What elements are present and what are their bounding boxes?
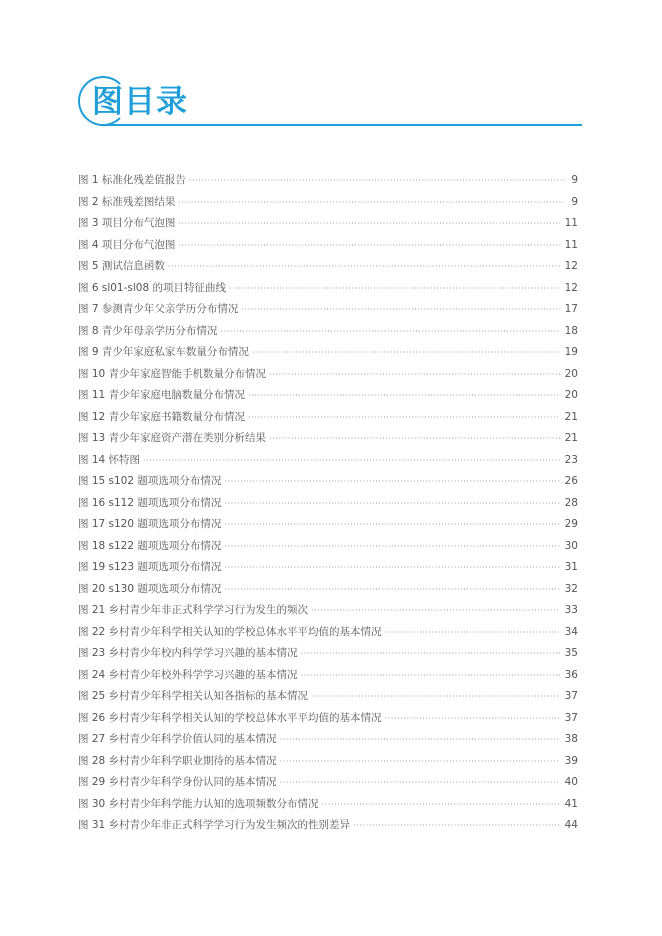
toc-leader-dots xyxy=(269,364,560,386)
toc-entry-page: 34 xyxy=(564,625,578,638)
toc-entry-label: 图 1 标准化残差值报告 xyxy=(78,174,186,186)
toc-entry-page: 21 xyxy=(564,410,578,423)
toc-leader-dots xyxy=(311,686,560,708)
toc-entry[interactable] xyxy=(78,364,578,386)
toc-leader-dots xyxy=(143,450,560,472)
toc-entry[interactable] xyxy=(78,536,578,558)
toc-leader-dots xyxy=(178,235,559,257)
toc-entry-label: 图 16 s112 题项选项分布情况 xyxy=(78,496,222,509)
figure-list xyxy=(78,170,578,837)
toc-entry[interactable] xyxy=(78,192,578,214)
toc-entry[interactable] xyxy=(78,772,578,794)
toc-entry-page: 21 xyxy=(564,432,578,444)
toc-entry[interactable] xyxy=(78,751,578,773)
toc-entry-label: 图 9 青少年家庭私家车数量分布情况 xyxy=(78,346,249,358)
toc-entry[interactable] xyxy=(78,622,578,644)
toc-leader-dots xyxy=(385,708,560,730)
toc-leader-dots xyxy=(229,278,560,300)
toc-entry-label: 图 11 青少年家庭电脑数量分布情况 xyxy=(78,389,246,401)
toc-entry[interactable] xyxy=(78,256,578,278)
toc-leader-dots xyxy=(385,622,560,644)
toc-entry[interactable] xyxy=(78,600,578,622)
toc-entry[interactable] xyxy=(78,407,578,429)
toc-entry[interactable] xyxy=(78,557,578,579)
toc-entry-label: 图 14 怀特图 xyxy=(78,453,141,466)
toc-entry-page: 23 xyxy=(564,453,578,466)
toc-entry-page: 20 xyxy=(564,389,578,401)
toc-leader-dots xyxy=(224,557,559,579)
toc-entry[interactable] xyxy=(78,794,578,816)
toc-entry-label: 图 31 乡村青少年非正式科学学习行为发生频次的性别差异 xyxy=(78,819,351,831)
toc-entry-label: 图 5 测试信息函数 xyxy=(78,260,165,272)
toc-entry-label: 图 27 乡村青少年科学价值认同的基本情况 xyxy=(78,733,277,745)
toc-entry-label: 图 2 标准残差图结果 xyxy=(78,195,176,208)
toc-entry-page: 11 xyxy=(564,238,578,251)
toc-entry-page: 17 xyxy=(564,303,578,315)
toc-entry[interactable] xyxy=(78,450,578,472)
header-divider xyxy=(100,124,582,126)
toc-entry-page: 12 xyxy=(564,260,578,272)
toc-leader-dots xyxy=(269,428,560,450)
toc-entry-label: 图 22 乡村青少年科学相关认知的学校总体水平平均值的基本情况 xyxy=(78,625,382,638)
toc-entry-label: 图 4 项目分布气泡图 xyxy=(78,238,176,251)
toc-entry-label: 图 15 s102 题项选项分布情况 xyxy=(78,475,222,487)
toc-entry[interactable] xyxy=(78,708,578,730)
toc-entry-label: 图 21 乡村青少年非正式科学学习行为发生的频次 xyxy=(78,604,309,616)
toc-entry-page: 20 xyxy=(564,367,578,380)
toc-leader-dots xyxy=(224,471,559,493)
toc-leader-dots xyxy=(252,342,560,364)
toc-entry[interactable] xyxy=(78,493,578,515)
toc-entry-label: 图 30 乡村青少年科学能力认知的选项频数分布情况 xyxy=(78,797,319,810)
toc-entry[interactable] xyxy=(78,235,578,257)
page-title: 图目录 xyxy=(92,84,188,120)
toc-entry-label: 图 19 s123 题项选项分布情况 xyxy=(78,561,222,573)
toc-leader-dots xyxy=(322,794,560,816)
toc-entry[interactable] xyxy=(78,385,578,407)
toc-entry-page: 26 xyxy=(564,475,578,487)
toc-leader-dots xyxy=(248,385,560,407)
toc-leader-dots xyxy=(241,299,559,321)
toc-entry-page: 44 xyxy=(564,819,578,831)
toc-entry-label: 图 13 青少年家庭资产潜在类别分析结果 xyxy=(78,432,267,444)
toc-leader-dots xyxy=(224,514,559,536)
toc-entry[interactable] xyxy=(78,643,578,665)
toc-entry-label: 图 6 sl01-sl08 的项目特征曲线 xyxy=(78,281,226,294)
toc-entry-page: 32 xyxy=(564,582,578,595)
toc-entry-page: 11 xyxy=(564,217,578,229)
toc-entry-page: 18 xyxy=(564,324,578,337)
toc-entry-label: 图 23 乡村青少年校内科学学习兴趣的基本情况 xyxy=(78,647,298,659)
toc-entry-label: 图 3 项目分布气泡图 xyxy=(78,217,176,229)
toc-entry-label: 图 8 青少年母亲学历分布情况 xyxy=(78,324,218,337)
toc-entry-label: 图 18 s122 题项选项分布情况 xyxy=(78,539,222,552)
toc-entry-label: 图 28 乡村青少年科学职业期待的基本情况 xyxy=(78,754,277,767)
toc-entry[interactable] xyxy=(78,729,578,751)
toc-leader-dots xyxy=(280,772,560,794)
toc-entry-page: 9 xyxy=(571,195,578,208)
toc-entry[interactable] xyxy=(78,170,578,192)
toc-leader-dots xyxy=(248,407,560,429)
section-header xyxy=(78,76,582,132)
toc-entry-page: 29 xyxy=(564,518,578,530)
toc-leader-dots xyxy=(280,729,560,751)
toc-entry-page: 31 xyxy=(564,561,578,573)
toc-entry-label: 图 20 s130 题项选项分布情况 xyxy=(78,582,222,595)
toc-entry[interactable] xyxy=(78,471,578,493)
toc-leader-dots xyxy=(301,665,560,687)
toc-leader-dots xyxy=(280,751,560,773)
toc-leader-dots xyxy=(189,170,565,192)
toc-entry-page: 38 xyxy=(564,733,578,745)
toc-entry-label: 图 25 乡村青少年科学相关认知各指标的基本情况 xyxy=(78,690,309,702)
toc-leader-dots xyxy=(178,213,559,235)
toc-entry-label: 图 12 青少年家庭书籍数量分布情况 xyxy=(78,410,246,423)
toc-entry-page: 35 xyxy=(564,647,578,659)
toc-entry-page: 40 xyxy=(564,776,578,788)
toc-leader-dots xyxy=(168,256,560,278)
toc-entry-page: 9 xyxy=(571,174,578,186)
toc-entry-label: 图 10 青少年家庭智能手机数量分布情况 xyxy=(78,367,267,380)
toc-entry-page: 19 xyxy=(564,346,578,358)
toc-entry[interactable] xyxy=(78,665,578,687)
toc-leader-dots xyxy=(220,321,559,343)
toc-entry[interactable] xyxy=(78,213,578,235)
toc-entry-page: 41 xyxy=(564,797,578,810)
toc-entry[interactable] xyxy=(78,514,578,536)
toc-entry-page: 12 xyxy=(564,281,578,294)
toc-entry-page: 30 xyxy=(564,539,578,552)
toc-entry-page: 37 xyxy=(564,711,578,724)
toc-entry-label: 图 7 参测青少年父亲学历分布情况 xyxy=(78,303,239,315)
toc-leader-dots xyxy=(224,536,559,558)
toc-entry-label: 图 26 乡村青少年科学相关认知的学校总体水平平均值的基本情况 xyxy=(78,711,382,724)
toc-entry-page: 37 xyxy=(564,690,578,702)
toc-entry[interactable] xyxy=(78,278,578,300)
toc-leader-dots xyxy=(311,600,560,622)
toc-entry[interactable] xyxy=(78,321,578,343)
toc-entry[interactable] xyxy=(78,579,578,601)
toc-entry[interactable] xyxy=(78,686,578,708)
toc-entry-page: 33 xyxy=(564,604,578,616)
toc-entry-page: 28 xyxy=(564,496,578,509)
toc-entry-label: 图 29 乡村青少年科学身份认同的基本情况 xyxy=(78,776,277,788)
toc-entry[interactable] xyxy=(78,342,578,364)
toc-leader-dots xyxy=(178,192,565,214)
toc-entry[interactable] xyxy=(78,299,578,321)
toc-entry-page: 39 xyxy=(564,754,578,767)
toc-leader-dots xyxy=(224,493,559,515)
toc-leader-dots xyxy=(301,643,560,665)
toc-leader-dots xyxy=(224,579,559,601)
toc-leader-dots xyxy=(353,815,560,837)
toc-entry-label: 图 24 乡村青少年校外科学学习兴趣的基本情况 xyxy=(78,668,298,681)
toc-entry[interactable] xyxy=(78,428,578,450)
toc-entry-label: 图 17 s120 题项选项分布情况 xyxy=(78,518,222,530)
toc-entry[interactable] xyxy=(78,815,578,837)
toc-entry-page: 36 xyxy=(564,668,578,681)
